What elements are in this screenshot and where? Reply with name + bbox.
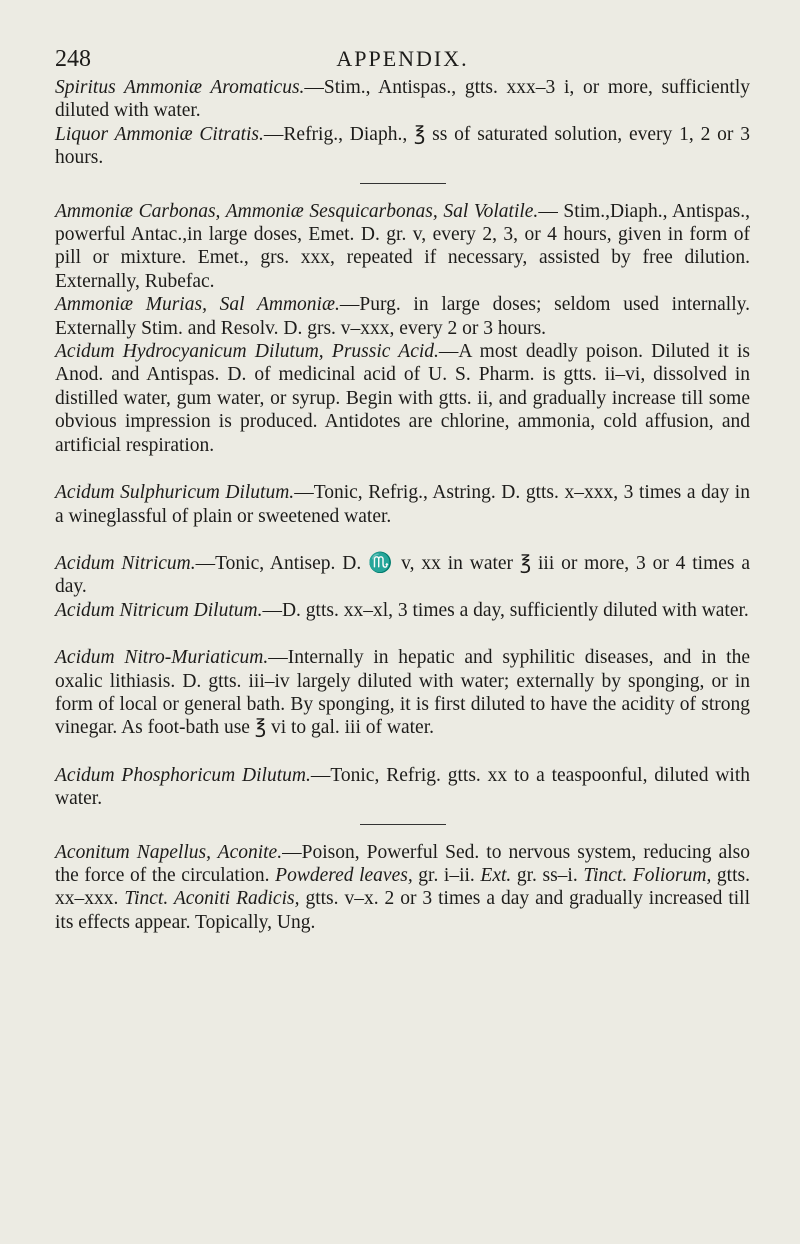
- entry-title: Aconitum Napellus, Aconite.: [55, 841, 283, 863]
- entry-spiritus-ammoniae: [55, 76, 750, 123]
- entry-acidum-nitricum-dilutum: [55, 599, 750, 622]
- entry-liquor-ammoniae: [55, 123, 750, 170]
- spacer: [55, 457, 750, 481]
- entry-title: Acidum Nitricum.: [55, 552, 196, 574]
- entry-title: Spiritus Ammoniæ Aromaticus.: [55, 77, 305, 98]
- entry-italic-term: Tinct. Foliorum,: [583, 864, 712, 886]
- entry-acidum-sulphuricum: [55, 481, 750, 528]
- page-number: 248: [55, 46, 91, 72]
- running-head: APPENDIX.: [336, 46, 469, 71]
- entry-text: —Poison, Powerful Sed. to nervous system, reducing also the force of the circulation.: [55, 841, 750, 886]
- entry-text: gtts. v–x. 2 or 3 times a day and gradually increased till its effects appear. Topically, Ung.: [55, 888, 751, 933]
- entry-text: —Stim., Antispas., gtts. xxx–3 i, or more, sufficiently diluted with water.: [55, 77, 750, 122]
- entry-text: —Purg. in large doses; seldom used internally. Externally Stim. and Resolv. D. grs. v–xxx, every 2 or 3 hours.: [55, 294, 751, 339]
- entry-title: Acidum Sulphuricum Dilutum.: [55, 482, 295, 504]
- spacer: [55, 622, 750, 646]
- entry-title: Acidum Phosphoricum Dilutum.: [55, 764, 311, 786]
- entry-acidum-hydrocyanicum: [55, 340, 750, 457]
- entry-title: Ammoniæ Murias, Sal Ammoniæ.: [55, 294, 340, 316]
- entry-title: Acidum Nitricum Dilutum.: [55, 599, 263, 621]
- entry-title: Ammoniæ Carbonas, Ammoniæ Sesquicarbonas, Sal Volatile.: [55, 200, 539, 222]
- entry-text: —Tonic, Refrig., Astring. D. gtts. x–xxx, 3 times a day in a wineglassful of plain or sweetened water.: [55, 482, 750, 527]
- entry-title: Acidum Hydrocyanicum Dilutum, Prussic Acid.: [55, 341, 439, 363]
- entry-italic-term: Tinct. Aconiti Radicis,: [124, 888, 300, 910]
- entry-aconitum-napellus: [55, 841, 750, 935]
- entry-ammoniae-murias: [55, 293, 750, 340]
- entry-italic-term: Powdered leaves,: [275, 864, 413, 886]
- entry-text: gtts. xx–xxx.: [55, 864, 750, 910]
- entry-italic-term: Ext.: [480, 864, 512, 886]
- entry-text: —D. gtts. xx–xl, 3 times a day, sufficiently diluted with water.: [262, 599, 749, 621]
- entry-text: —Internally in hepatic and syphilitic diseases, and in the oxalic lithiasis. D. gtts. iii–iv largely diluted with water; externally by sponging, or in form of local or general bath. By sponging, it is first diluted to have the acidity of strong vinegar. As foot-bath use ℥ vi to gal. iii of water.: [55, 647, 750, 739]
- entry-text: —Tonic, Refrig. gtts. xx to a teaspoonful, diluted with water.: [55, 764, 750, 810]
- entry-title: Acidum Nitro-Muriaticum.: [55, 647, 269, 669]
- spacer: [55, 740, 750, 764]
- entry-acidum-nitricum: [55, 552, 750, 599]
- entry-text: — Stim.,Diaph., Antispas., powerful Antac.,in large doses, Emet. D. gr. v, every 2, 3, or 4 hours, given in form of pill or mixture. Emet., grs. xxx, repeated if necessary, assisted by free dilution. Externally, Rubefac.: [55, 200, 750, 292]
- entry-text: —Refrig., Diaph., ℥ ss of saturated solution, every 1, 2 or 3 hours.: [55, 123, 750, 169]
- section-divider: [360, 183, 446, 184]
- spacer: [55, 528, 750, 552]
- page-header: [55, 40, 750, 76]
- entry-acidum-phosphoricum: [55, 764, 750, 811]
- entry-acidum-nitro-muriaticum: [55, 646, 750, 740]
- entry-ammoniae-carbonas: [55, 200, 750, 294]
- entry-text: gr. i–ii.: [412, 864, 481, 886]
- entry-title: Liquor Ammoniæ Citratis.: [55, 123, 264, 145]
- entry-text: gr. ss–i.: [511, 864, 584, 886]
- section-divider: [360, 824, 446, 825]
- entry-text: —Tonic, Antisep. D. ♏ v, xx in water ℥ iii or more, 3 or 4 times a day.: [55, 552, 750, 598]
- entry-text: —A most deadly poison. Diluted it is Anod. and Antispas. D. of medicinal acid of U. S. Pharm. is gtts. ii–vi, dissolved in distilled water, gum water, or syrup. Begin with gtts. ii, and gradually increase till some obvious impression is produced. Antidotes are chlorine, ammonia, cold affusion, and artificial respiration.: [55, 341, 751, 456]
